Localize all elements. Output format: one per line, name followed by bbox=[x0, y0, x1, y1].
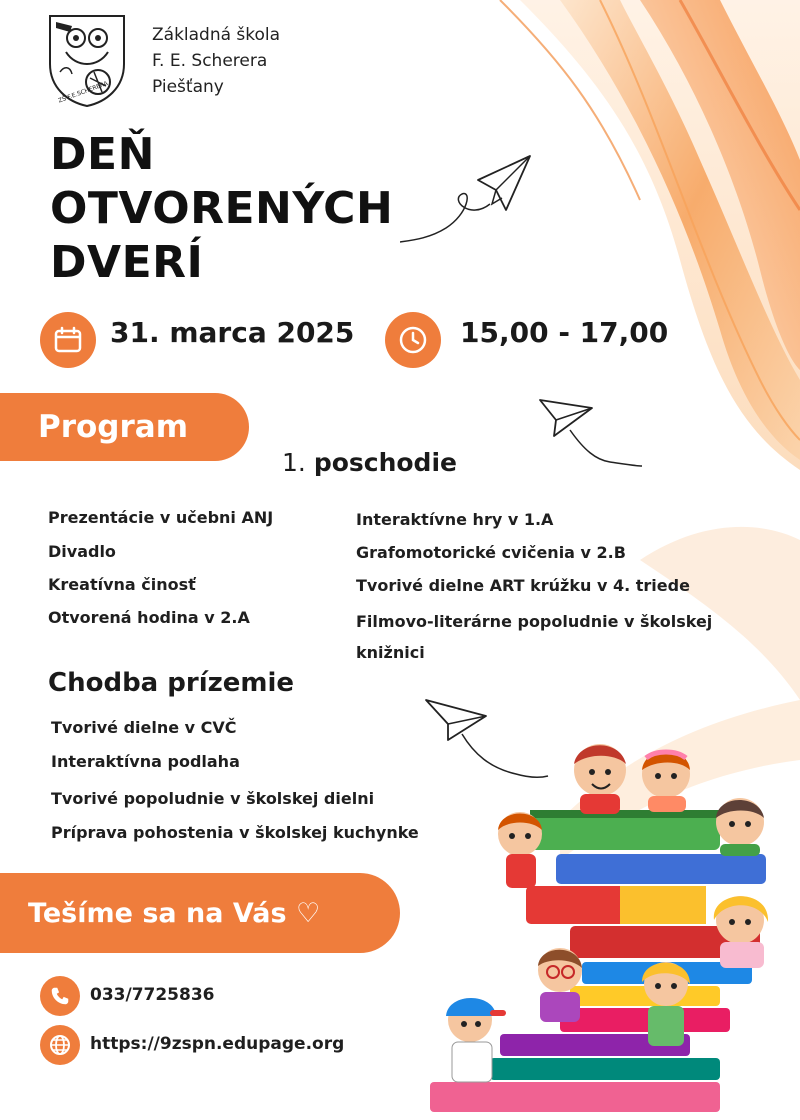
school-name-line2: F. E. Scherera bbox=[152, 51, 268, 71]
closing-banner bbox=[0, 873, 400, 953]
list-item: Kreatívna činosť bbox=[48, 575, 196, 594]
title-line3: DVERÍ bbox=[50, 237, 204, 288]
calendar-icon bbox=[40, 312, 96, 368]
globe-icon bbox=[40, 1025, 80, 1065]
list-item: Divadlo bbox=[48, 542, 116, 561]
school-logo bbox=[46, 12, 128, 108]
phone-number: 033/7725836 bbox=[90, 985, 215, 1005]
event-date: 31. marca 2025 bbox=[110, 316, 355, 349]
school-name-line3: Piešťany bbox=[152, 77, 224, 97]
paper-plane-icon bbox=[400, 150, 540, 250]
clock-icon bbox=[385, 312, 441, 368]
list-item: Tvorivé dielne ART krúžku v 4. triede bbox=[356, 576, 690, 595]
event-time: 15,00 - 17,00 bbox=[460, 316, 669, 349]
list-item: Príprava pohostenia v školskej kuchynke bbox=[51, 823, 419, 842]
list-item: Otvorená hodina v 2.A bbox=[48, 608, 250, 627]
website-link[interactable]: https://9zspn.edupage.org bbox=[90, 1034, 345, 1054]
list-item: Interaktívne hry v 1.A bbox=[356, 510, 554, 529]
paper-plane-icon bbox=[536, 390, 646, 470]
kids-books-illustration bbox=[420, 730, 800, 1120]
title-line1: DEŇ bbox=[50, 129, 155, 180]
school-name-line1: Základná škola bbox=[152, 25, 281, 45]
school-name bbox=[152, 22, 280, 100]
program-label: Program bbox=[38, 409, 189, 445]
svg-text:ZŠ F.E.SCHERERA: ZŠ F.E.SCHERERA bbox=[57, 80, 109, 105]
closing-label: Tešíme sa na Vás ♡ bbox=[28, 897, 321, 929]
list-item: Filmovo-literárne popoludnie v školskej knižnici bbox=[356, 612, 713, 662]
phone-icon bbox=[40, 976, 80, 1016]
program-banner bbox=[0, 393, 249, 461]
title-line2: OTVORENÝCH bbox=[50, 183, 394, 234]
ground-floor-heading: Chodba prízemie bbox=[48, 668, 295, 698]
floor-word: poschodie bbox=[313, 448, 457, 477]
floor-heading bbox=[282, 448, 457, 477]
list-item: Tvorivé dielne v CVČ bbox=[51, 718, 237, 737]
list-item: Grafomotorické cvičenia v 2.B bbox=[356, 543, 626, 562]
list-item: Interaktívna podlaha bbox=[51, 752, 240, 771]
page-title bbox=[50, 128, 393, 290]
floor-number: 1. bbox=[282, 448, 306, 477]
list-item: Prezentácie v učebni ANJ bbox=[48, 508, 274, 527]
school-crest-owl-icon bbox=[46, 12, 128, 108]
list-item: Tvorivé popoludnie v školskej dielni bbox=[51, 789, 375, 808]
